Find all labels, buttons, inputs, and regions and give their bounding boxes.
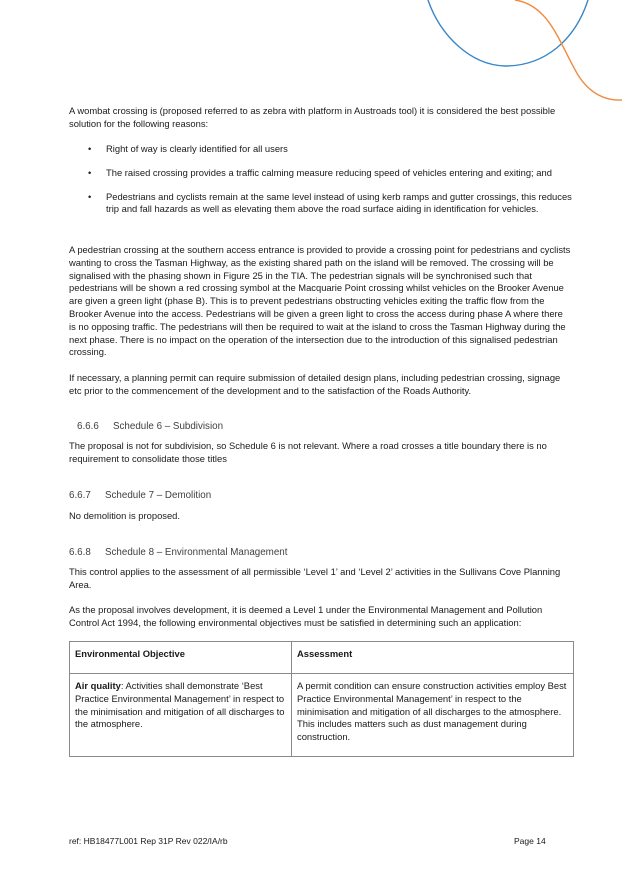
pedestrian-crossing-paragraph: A pedestrian crossing at the southern access entrance is provided to provide a crossing point for pedestrians and cyclists wanting to cross the Tasman Highway, as the existing shared path on the island will be removed. The crossing will be signalised with the phasing shown in Figure 25 in the TIA. The pedestrian signals will be synchronised such that pedestrians will be shown a red crossing symbol at the Macquarie Point crossing whilst vehicles on the Brooker Avenue are given a green light (phase B). This is to prevent pedestrians obstructing vehicles exiting the traffic flow from the Brooker Avenue into the access. Pedestrians will be given a green light to cross the access during phase A where there is no opposing traffic. The pedestrians will then be required to wait at the island to cross the Tasman Highway during the next phase. There is no impact on the operation of the intersection due to the introduction of this signalised pedestrian crossing.: [69, 244, 571, 358]
list-item: • Pedestrians and cyclists remain at the same level instead of using kerb ramps and gutter crossings, this reduces trip and fall hazards as well as elevating them above the road surface aiding in identification for vehicles.: [88, 190, 572, 215]
objective-cell: Air quality: Activities shall demonstrate ‘Best Practice Environmental Management’ in respect to the minimisation and mitigation of all discharges to the atmosphere.: [70, 674, 292, 757]
footer-reference: ref: HB18477L001 Rep 31P Rev 022/IA/rb: [69, 836, 228, 846]
list-item: • The raised crossing provides a traffic calming measure reducing speed of vehicles entering and exiting; and: [88, 166, 552, 178]
environmental-applies-paragraph: This control applies to the assessment of all permissible ‘Level 1’ and ‘Level 2’ activities in the Sullivans Cove Planning Area.: [69, 566, 561, 590]
list-item: • Right of way is clearly identified for all users: [88, 143, 288, 154]
environmental-objectives-paragraph: As the proposal involves development, it is deemed a Level 1 under the Environmental Management and Pollution Control Act 1994, the following environmental objectives must be satisfied in determining such an application:: [69, 604, 543, 628]
bullet-icon: •: [88, 143, 92, 154]
section-heading-6-6-7: 6.6.7 Schedule 7 – Demolition: [69, 490, 212, 501]
assessment-cell: A permit condition can ensure construction activities employ Best Practice Environmental Management’ in respect to the minimisation and mitigation of all discharges to the atmosphere. This includes matters such as dust management during construction.: [292, 674, 574, 757]
section-heading-6-6-8: 6.6.8 Schedule 8 – Environmental Management: [69, 547, 288, 558]
table-row: [70, 674, 574, 757]
page-number: Page 14: [514, 836, 546, 846]
intro-paragraph: A wombat crossing is (proposed referred to as zebra with platform in Austroads tool) it is considered the best possible solution for the following reasons:: [69, 105, 556, 129]
orange-arc: [515, 0, 622, 100]
environmental-objectives-table: [69, 641, 574, 757]
subdivision-paragraph: The proposal is not for subdivision, so Schedule 6 is not relevant. Where a road crosses a title boundary there is no requirement to consolidate those titles: [69, 440, 547, 464]
decorative-arcs: [0, 0, 622, 110]
permit-paragraph: If necessary, a planning permit can require submission of detailed design plans, including pedestrian crossing, signage etc prior to the commencement of the development and to the satisfaction of the Roads Authority.: [69, 372, 561, 396]
bullet-icon: •: [88, 166, 92, 178]
demolition-paragraph: No demolition is proposed.: [69, 510, 180, 521]
bullet-icon: •: [88, 190, 92, 202]
objective-label: Air quality: [75, 680, 121, 691]
section-heading-6-6-6: 6.6.6 Schedule 6 – Subdivision: [77, 421, 224, 432]
reasons-list: [69, 143, 572, 226]
column-header-assessment: Assessment: [292, 642, 574, 674]
blue-arc: [428, 0, 588, 66]
table-header-row: [70, 642, 574, 674]
column-header-objective: Environmental Objective: [70, 642, 292, 674]
